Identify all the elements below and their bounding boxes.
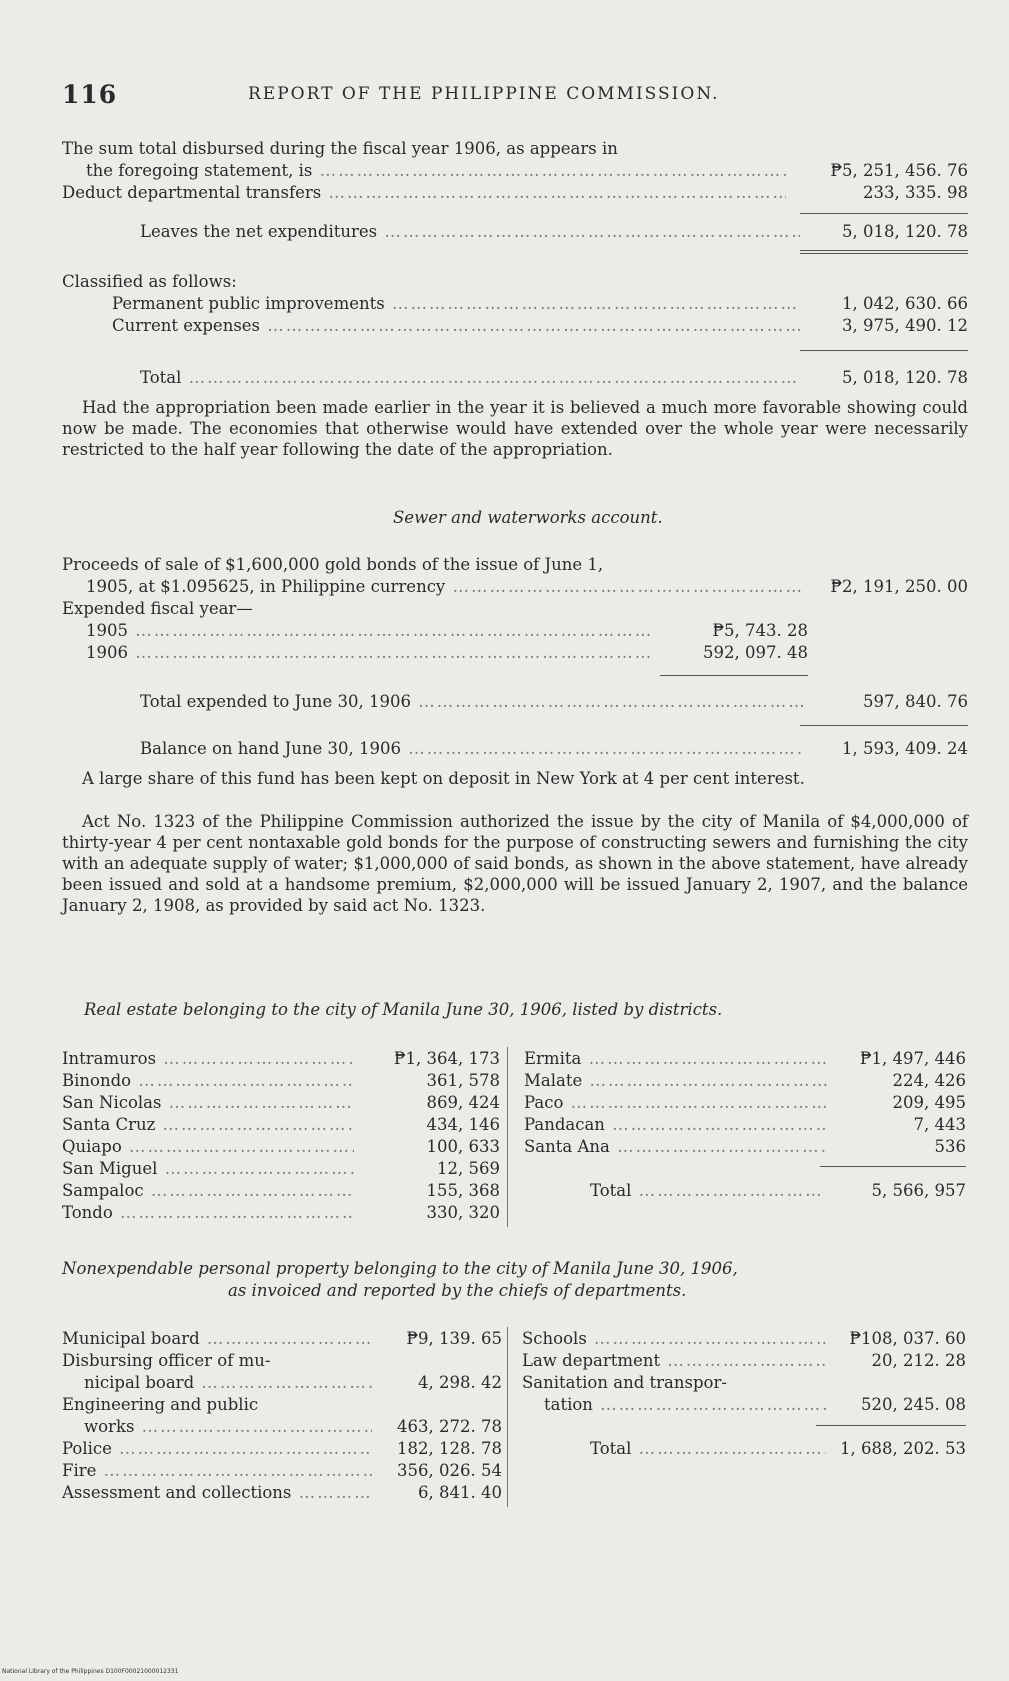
row-value: ₱1, 364, 173 [393,1049,500,1068]
row-label: 1905, at $1.095625, in Philippine currency ……………………………………………………………………………………………………………………………………………………………………………………………… [86,577,802,597]
property-row [0,1461,1009,1481]
row-label: Pandacan ……………………………………………………………………………………………………………………………………………………………………………………………… [524,1115,828,1135]
deposit-paragraph: A large share of this fund has been kept on deposit in New York at 4 per cent interest. [82,769,805,788]
appropriation-paragraph: Had the appropriation been made earlier in the year it is believed a much more favorable showing could now be made. The economies that otherwise would have extended over the whole year were necessarily restricted to the half year following the date of the appropriation. [62,398,968,459]
running-title: REPORT OF THE PHILIPPINE COMMISSION. [248,84,720,104]
disbursement-gross-row [0,161,1009,181]
row-label: works ……………………………………………………………………………………………………………………………………………………………………………………………… [84,1417,372,1437]
property-row [0,1483,1009,1503]
row-value: 155, 368 [426,1181,500,1200]
row-label: Total ……………………………………………………………………………………………………………………………………………………………………………………………… [140,368,800,388]
permanent-improvements-row [0,294,1009,314]
rule [820,1166,966,1167]
row-value: 7, 443 [913,1115,966,1134]
rule [816,1425,966,1426]
real-estate-row [0,1049,1009,1069]
row-value: 3, 975, 490. 12 [842,316,968,335]
row-value: 361, 578 [426,1071,500,1090]
scan-footer: National Library of the Philippines D100F00021000012331 [2,1668,179,1675]
balance-row [0,739,1009,759]
real-estate-row [0,1203,1009,1223]
row-value: 356, 026. 54 [397,1461,502,1480]
row-value: 5, 018, 120. 78 [842,222,968,241]
bond-act-paragraph: Act No. 1323 of the Philippine Commission authorized the issue by the city of Manila of $4,000,000 of thirty-year 4 per cent nontaxable gold bonds for the purpose of constructing sewers and furnishing the city with an adequate supply of water; $1,000,000 of said bonds, as shown in the above statement, have already been issued and sold at a handsome premium, $2,000,000 will be issued January 2, 1907, and the balance January 2, 1908, as provided by said act No. 1323. [62,812,968,915]
row-value: 1, 042, 630. 66 [842,294,968,313]
property-row [0,1329,1009,1349]
double-rule [800,250,968,254]
row-label: Deduct departmental transfers ……………………………………………………………………………………………………………………………………………………………………………………………… [62,183,786,203]
row-label: Municipal board ……………………………………………………………………………………………………………………………………………………………………………………………… [62,1329,372,1349]
sewer-heading: Sewer and waterworks account. [393,508,663,527]
personal-property-caption-line2: as invoiced and reported by the chiefs of departments. [228,1281,687,1300]
personal-property-caption-line1: Nonexpendable personal property belonging to the city of Manila June 30, 1906, [62,1259,738,1278]
row-value: ₱1, 497, 446 [859,1049,966,1068]
property-row [0,1395,1009,1415]
row-label: Santa Cruz ……………………………………………………………………………………………………………………………………………………………………………………………… [62,1115,354,1135]
deduct-transfers-row [0,183,1009,203]
row-value: 182, 128. 78 [397,1439,502,1458]
property-row [0,1351,1009,1371]
row-value: 1, 688, 202. 53 [840,1439,966,1458]
expended-label: Expended fiscal year— [62,599,253,618]
row-label: Quiapo ……………………………………………………………………………………………………………………………………………………………………………………………… [62,1137,354,1157]
real-estate-caption: Real estate belonging to the city of Manila June 30, 1906, listed by districts. [84,1000,723,1019]
row-value: 209, 495 [892,1093,966,1112]
row-label: the foregoing statement, is ……………………………………………………………………………………………………………………………………………………………………………………………… [86,161,786,181]
total-expended-row [0,692,1009,712]
disbursing-officer-label-line1: Disbursing officer of mu- [62,1351,271,1370]
row-label: Binondo ……………………………………………………………………………………………………………………………………………………………………………………………… [62,1071,354,1091]
row-label: Total ……………………………………………………………………………………………………………………………………………………………………………………………… [590,1181,822,1201]
net-expenditures-row [0,222,1009,242]
row-value: 1, 593, 409. 24 [842,739,968,758]
row-value: 520, 245. 08 [861,1395,966,1414]
row-label: Intramuros ……………………………………………………………………………………………………………………………………………………………………………………………… [62,1049,354,1069]
expended-1905-row [0,621,1009,641]
row-label: Paco ……………………………………………………………………………………………………………………………………………………………………………………………… [524,1093,828,1113]
proceeds-row [0,577,1009,597]
real-estate-total-row [0,1181,1009,1201]
property-row [0,1417,1009,1437]
row-label: Santa Ana ……………………………………………………………………………………………………………………………………………………………………………………………… [524,1137,828,1157]
row-value: 536 [934,1137,966,1156]
row-value: 434, 146 [426,1115,500,1134]
row-value: 592, 097. 48 [703,643,808,662]
expended-1906-row [0,643,1009,663]
row-value: 100, 633 [426,1137,500,1156]
real-estate-row [0,1115,1009,1135]
engineering-label-line1: Engineering and public [62,1395,259,1414]
row-value: 463, 272. 78 [397,1417,502,1436]
row-label: Total expended to June 30, 1906 ……………………………………………………………………………………………………………………………………………………………………………………………… [140,692,804,712]
row-value: ₱5, 251, 456. 76 [830,161,968,180]
row-value: 869, 424 [426,1093,500,1112]
real-estate-row [0,1093,1009,1113]
disbursement-total-row [0,368,1009,388]
row-value: 20, 212. 28 [871,1351,966,1370]
row-value: 5, 018, 120. 78 [842,368,968,387]
row-label: Total ……………………………………………………………………………………………………………………………………………………………………………………………… [590,1439,826,1459]
real-estate-row [0,1071,1009,1091]
row-value: ₱9, 139. 65 [406,1329,502,1348]
row-label: San Nicolas ……………………………………………………………………………………………………………………………………………………………………………………………… [62,1093,354,1113]
row-value: 5, 566, 957 [871,1181,966,1200]
row-label: Law department ……………………………………………………………………………………………………………………………………………………………………………………………… [522,1351,826,1371]
row-label: Tondo ……………………………………………………………………………………………………………………………………………………………………………………………… [62,1203,354,1223]
page-header [62,80,962,114]
row-label: Malate ……………………………………………………………………………………………………………………………………………………………………………………………… [524,1071,828,1091]
row-value: ₱5, 743. 28 [712,621,808,640]
row-label: Permanent public improvements ……………………………………………………………………………………………………………………………………………………………………………………………… [112,294,800,314]
row-value: 224, 426 [892,1071,966,1090]
row-value: 4, 298. 42 [418,1373,502,1392]
row-label: nicipal board ……………………………………………………………………………………………………………………………………………………………………………………………… [84,1373,372,1393]
row-label: Police ……………………………………………………………………………………………………………………………………………………………………………………………… [62,1439,372,1459]
row-value: 330, 320 [426,1203,500,1222]
proceeds-line1: Proceeds of sale of $1,600,000 gold bonds of the issue of June 1, [62,555,604,574]
sanitation-label-line1: Sanitation and transpor- [522,1373,727,1392]
row-label: 1906 ……………………………………………………………………………………………………………………………………………………………………………………………… [86,643,652,663]
row-value: ₱108, 037. 60 [849,1329,966,1348]
row-label: tation ……………………………………………………………………………………………………………………………………………………………………………………………… [544,1395,826,1415]
rule [660,675,808,676]
row-label: San Miguel ……………………………………………………………………………………………………………………………………………………………………………………………… [62,1159,354,1179]
row-label: 1905 ……………………………………………………………………………………………………………………………………………………………………………………………… [86,621,652,641]
row-label: Fire ……………………………………………………………………………………………………………………………………………………………………………………………… [62,1461,372,1481]
rule [800,725,968,726]
row-label: Schools ……………………………………………………………………………………………………………………………………………………………………………………………… [522,1329,826,1349]
row-label: Balance on hand June 30, 1906 ……………………………………………………………………………………………………………………………………………………………………………………………… [140,739,804,759]
current-expenses-row [0,316,1009,336]
property-row [0,1373,1009,1393]
classified-label: Classified as follows: [62,272,237,291]
row-value: 6, 841. 40 [418,1483,502,1502]
page-number: 116 [62,80,118,109]
row-label: Leaves the net expenditures ……………………………………………………………………………………………………………………………………………………………………………………………… [140,222,800,242]
row-value: 12, 569 [437,1159,500,1178]
row-label: Ermita ……………………………………………………………………………………………………………………………………………………………………………………………… [524,1049,828,1069]
rule [800,350,968,351]
row-value: 597, 840. 76 [863,692,968,711]
real-estate-row [0,1159,1009,1179]
disbursement-line1: The sum total disbursed during the fiscal year 1906, as appears in [62,139,618,158]
row-label: Assessment and collections ……………………………………………………………………………………………………………………………………………………………………………………………… [62,1483,372,1503]
row-label: Current expenses ……………………………………………………………………………………………………………………………………………………………………………………………… [112,316,800,336]
real-estate-row [0,1137,1009,1157]
row-value: 233, 335. 98 [863,183,968,202]
row-label: Sampaloc ……………………………………………………………………………………………………………………………………………………………………………………………… [62,1181,354,1201]
row-value: ₱2, 191, 250. 00 [830,577,968,596]
rule [800,213,968,214]
property-total-row [0,1439,1009,1459]
